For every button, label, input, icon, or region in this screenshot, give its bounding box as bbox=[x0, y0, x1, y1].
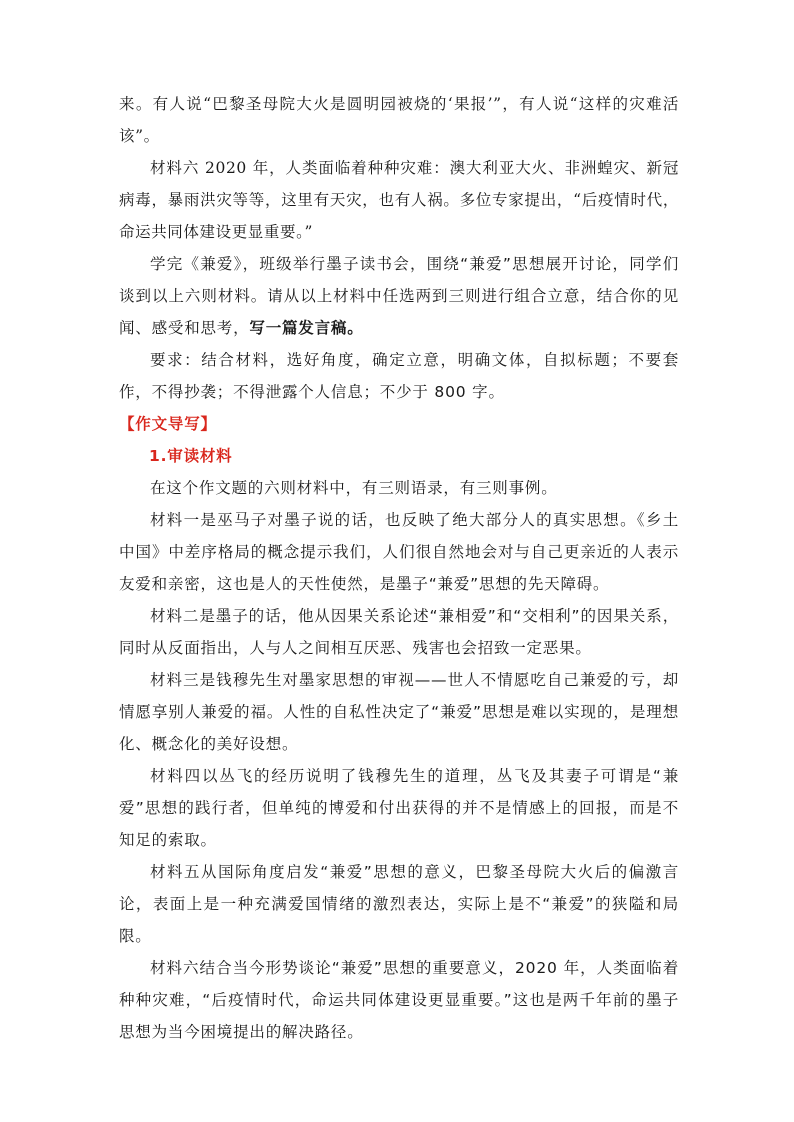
analysis-material-1: 材料一是巫马子对墨子说的话，也反映了绝大部分人的真实思想。《乡土中国》中差序格局的概念提示我们，人们很自然地会对与自己更亲近的人表示友爱和亲密，这也是人的天性使然，是墨子“兼爱”思想的先天障碍。 bbox=[119, 511, 679, 593]
task-prompt-emphasis: 写一篇发言稿。 bbox=[249, 319, 364, 337]
analysis-material-6: 材料六结合当今形势谈论“兼爱”思想的重要意义，2020 年，人类面临着种种灾难，“后疫情时代，命运共同体建设更显重要。”这也是两千年前的墨子思想为当今困境提出的解决路径。 bbox=[119, 959, 679, 1041]
analysis-material-3: 材料三是钱穆先生对墨家思想的审视——世人不情愿吃自己兼爱的亏，却情愿享别人兼爱的福。人性的自私性决定了“兼爱”思想是难以实现的，是理想化、概念化的美好设想。 bbox=[119, 671, 679, 753]
analysis-material-5: 材料五从国际角度启发“兼爱”思想的意义，巴黎圣母院大火后的偏激言论，表面上是一种充满爱国情绪的激烈表达，实际上是不“兼爱”的狭隘和局限。 bbox=[119, 863, 679, 945]
paragraph-requirements: 要求：结合材料，选好角度，确定立意，明确文体，自拟标题；不要套作，不得抄袭；不得泄露个人信息；不少于 800 字。 bbox=[119, 351, 679, 401]
paragraph-task-prompt bbox=[119, 248, 679, 344]
analysis-intro: 在这个作文题的六则材料中，有三则语录，有三则事例。 bbox=[150, 479, 558, 497]
paragraph-material-6: 材料六 2020 年，人类面临着种种灾难：澳大利亚大火、非洲蝗灾、新冠病毒，暴雨洪灾等等，这里有天灾，也有人祸。多位专家提出，“后疫情时代，命运共同体建设更显重要。” bbox=[119, 159, 679, 241]
paragraph-material-5-continued: 来。有人说“巴黎圣母院大火是圆明园被烧的‘果报’”，有人说“这样的灾难活该”。 bbox=[119, 95, 679, 145]
section-heading: 【作文导写】 bbox=[119, 415, 217, 433]
analysis-material-2: 材料二是墨子的话，他从因果关系论述“兼相爱”和“交相利”的因果关系，同时从反面指出，人与人之间相互厌恶、残害也会招致一定恶果。 bbox=[119, 607, 679, 657]
document-body bbox=[119, 88, 679, 1048]
task-prompt-text: 学完《兼爱》，班级举行墨子读书会，围绕“兼爱”思想展开讨论，同学们谈到以上六则材料。请从以上材料中任选两到三则进行组合立意，结合你的见闻、感受和思考， bbox=[119, 255, 679, 337]
analysis-material-4: 材料四以丛飞的经历说明了钱穆先生的道理，丛飞及其妻子可谓是“兼爱”思想的践行者，但单纯的博爱和付出获得的并不是情感上的回报，而是不知足的索取。 bbox=[119, 767, 679, 849]
subsection-heading: 1.审读材料 bbox=[149, 447, 233, 465]
